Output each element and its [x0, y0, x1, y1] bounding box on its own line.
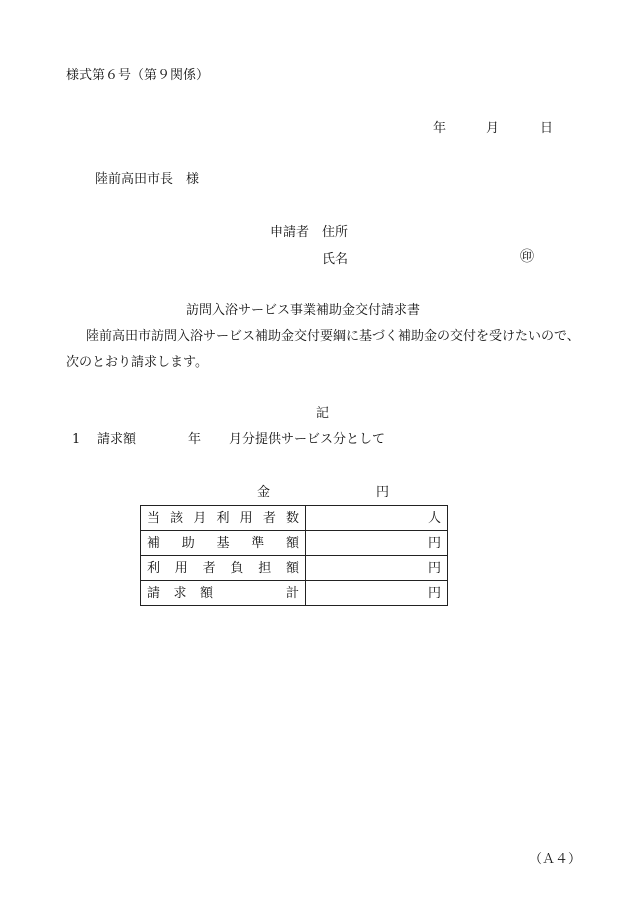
body-text-line-1: 陸前高田市訪問入浴サービス補助金交付要綱に基づく補助金の交付を受けたいので、 [86, 329, 580, 344]
item-label: 請求額 [97, 432, 137, 447]
row-label-total-mark: 計 [285, 585, 299, 601]
paper-size-note: （Ａ４） [529, 852, 582, 867]
addressee: 陸前高田市長 様 [95, 172, 200, 187]
address-label: 住所 [322, 225, 349, 240]
amount-suffix: 円 [376, 485, 390, 500]
row-label: 当該月利用者数 [141, 506, 306, 531]
date-day-label: 日 [540, 121, 554, 136]
body-text-line-2: 次のとおり請求します。 [66, 355, 208, 370]
row-unit: 円 [306, 556, 448, 581]
summary-table [140, 505, 448, 606]
row-label: 補助基準額 [141, 531, 306, 556]
name-label: 氏名 [322, 252, 349, 267]
item-year-label: 年 [188, 432, 202, 447]
ki-heading: 記 [316, 406, 330, 421]
applicant-label: 申請者 [270, 225, 310, 240]
table-row [141, 556, 448, 581]
row-label-total [141, 581, 306, 606]
table-row [141, 581, 448, 606]
amount-prefix: 金 [257, 485, 271, 500]
row-unit: 円 [306, 531, 448, 556]
item-number: 1 [72, 432, 81, 447]
document-title: 訪問入浴サービス事業補助金交付請求書 [186, 303, 421, 318]
row-unit: 人 [306, 506, 448, 531]
row-unit: 円 [306, 581, 448, 606]
row-label: 請求額 [147, 585, 213, 601]
table-row [141, 506, 448, 531]
date-year-label: 年 [433, 121, 447, 136]
item-month-text: 月分提供サービス分として [229, 432, 386, 447]
form-number: 様式第６号（第９関係） [66, 68, 210, 83]
seal-mark: ㊞ [520, 249, 534, 265]
date-month-label: 月 [486, 121, 500, 136]
row-label: 利用者負担額 [141, 556, 306, 581]
table-row [141, 531, 448, 556]
